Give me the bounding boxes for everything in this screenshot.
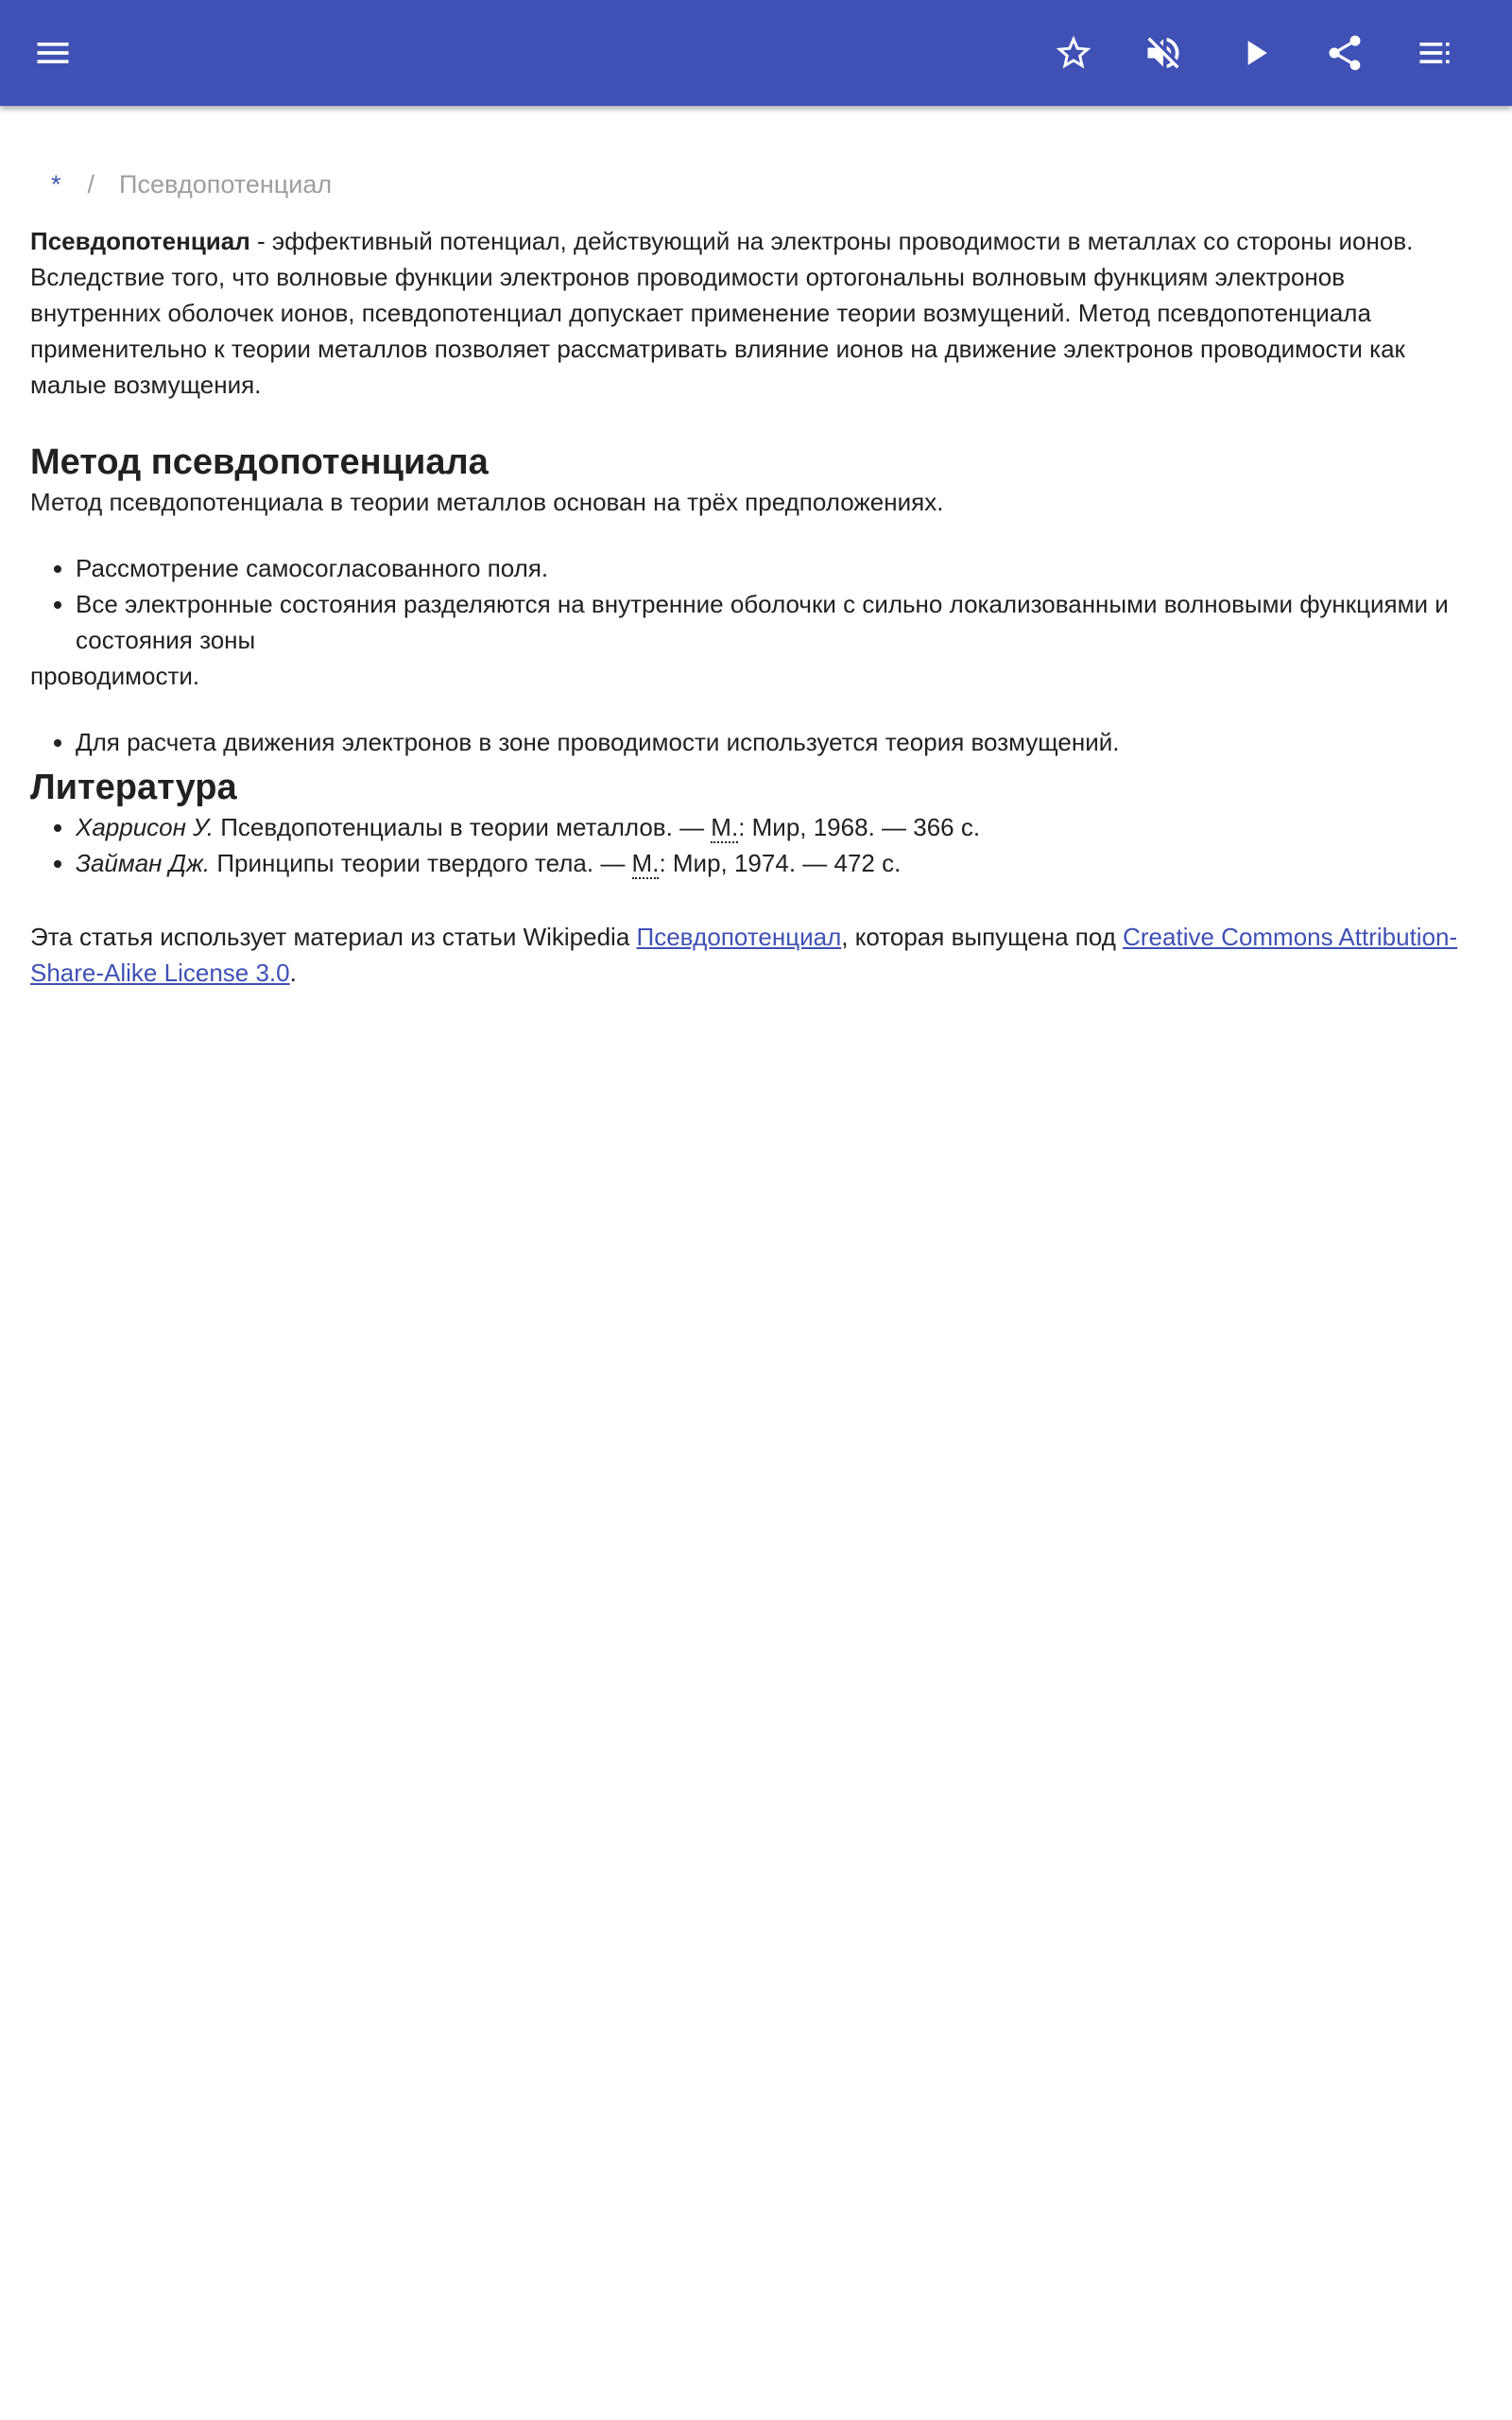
- attribution-note: [30, 919, 1482, 991]
- literature-heading: Литература: [30, 768, 237, 807]
- method-paragraph: Метод псевдопотенциала в теории металлов основан на трёх предположениях.: [30, 488, 944, 516]
- bookmark-button[interactable]: [1043, 23, 1104, 83]
- play-icon: [1234, 32, 1276, 74]
- play-button[interactable]: [1225, 23, 1285, 83]
- literature-author: Займан Дж.: [76, 849, 211, 877]
- volume-off-icon: [1143, 32, 1184, 74]
- app-bar: [0, 0, 1512, 106]
- literature-list: [30, 809, 1482, 881]
- literature-title: Псевдопотенциалы в теории металлов. —: [213, 813, 712, 841]
- license-link[interactable]: Creative Commons Attribution-Share-Alike License 3.0: [30, 923, 1458, 987]
- attribution-suffix: .: [289, 959, 297, 987]
- list-item: • Все электронные состояния разделяются на внутренние оболочки с сильно локализованными волновыми функциями и состояния зоны: [76, 586, 1482, 658]
- method-heading: Метод псевдопотенциала: [30, 442, 489, 482]
- breadcrumb-separator: /: [87, 170, 95, 199]
- share-button[interactable]: [1314, 23, 1375, 83]
- method-wrap-text: проводимости.: [30, 662, 200, 690]
- literature-title: Принципы теории твердого тела. —: [210, 849, 632, 877]
- intro-text: - эффективный потенциал, действующий на электроны проводимости в металлах со стороны ионов. Вследствие того, что волновые функции электронов проводимости ортогональны волновым функциям электронов внутренних оболочек ионов, псевдопотенциал допускает применение теории возмущений. Метод псевдопотенциала применительно к теории металлов позволяет рассматривать влияние ионов на движение электронов проводимости как малые возмущения.: [30, 227, 1414, 399]
- literature-item: [76, 809, 1482, 845]
- star-outline-icon: [1053, 32, 1094, 74]
- intro-paragraph: [30, 223, 1482, 403]
- mute-button[interactable]: [1133, 23, 1194, 83]
- literature-item: [76, 845, 1482, 881]
- breadcrumb-home-link[interactable]: *: [51, 170, 61, 199]
- playlist-icon: [1415, 32, 1456, 74]
- method-list-2: [30, 724, 1482, 760]
- literature-publisher: : Мир, 1974. — 472 с.: [659, 849, 902, 877]
- attribution-prefix: Эта статья использует материал из статьи Wikipedia: [30, 923, 637, 951]
- breadcrumb-current: Псевдопотенциал: [119, 170, 333, 199]
- literature-publisher: : Мир, 1968. — 366 с.: [738, 813, 981, 841]
- method-list: [30, 550, 1482, 658]
- playlist-button[interactable]: [1405, 23, 1466, 83]
- menu-icon: [32, 32, 74, 74]
- literature-author: Харрисон У.: [76, 813, 214, 841]
- attribution-middle: , которая выпущена под: [841, 923, 1124, 951]
- wikipedia-article-link[interactable]: Псевдопотенциал: [636, 923, 842, 951]
- city-abbr: М.: [631, 849, 660, 877]
- list-item: • Рассмотрение самосогласованного поля.: [76, 550, 1482, 586]
- city-abbr: М.: [711, 813, 739, 841]
- list-item: • Для расчета движения электронов в зоне проводимости используется теория возмущений.: [76, 724, 1482, 760]
- share-icon: [1324, 32, 1366, 74]
- article-content: [30, 106, 1482, 991]
- breadcrumb: [30, 168, 1482, 200]
- intro-term: Псевдопотенциал: [30, 227, 250, 255]
- menu-button[interactable]: [23, 23, 83, 83]
